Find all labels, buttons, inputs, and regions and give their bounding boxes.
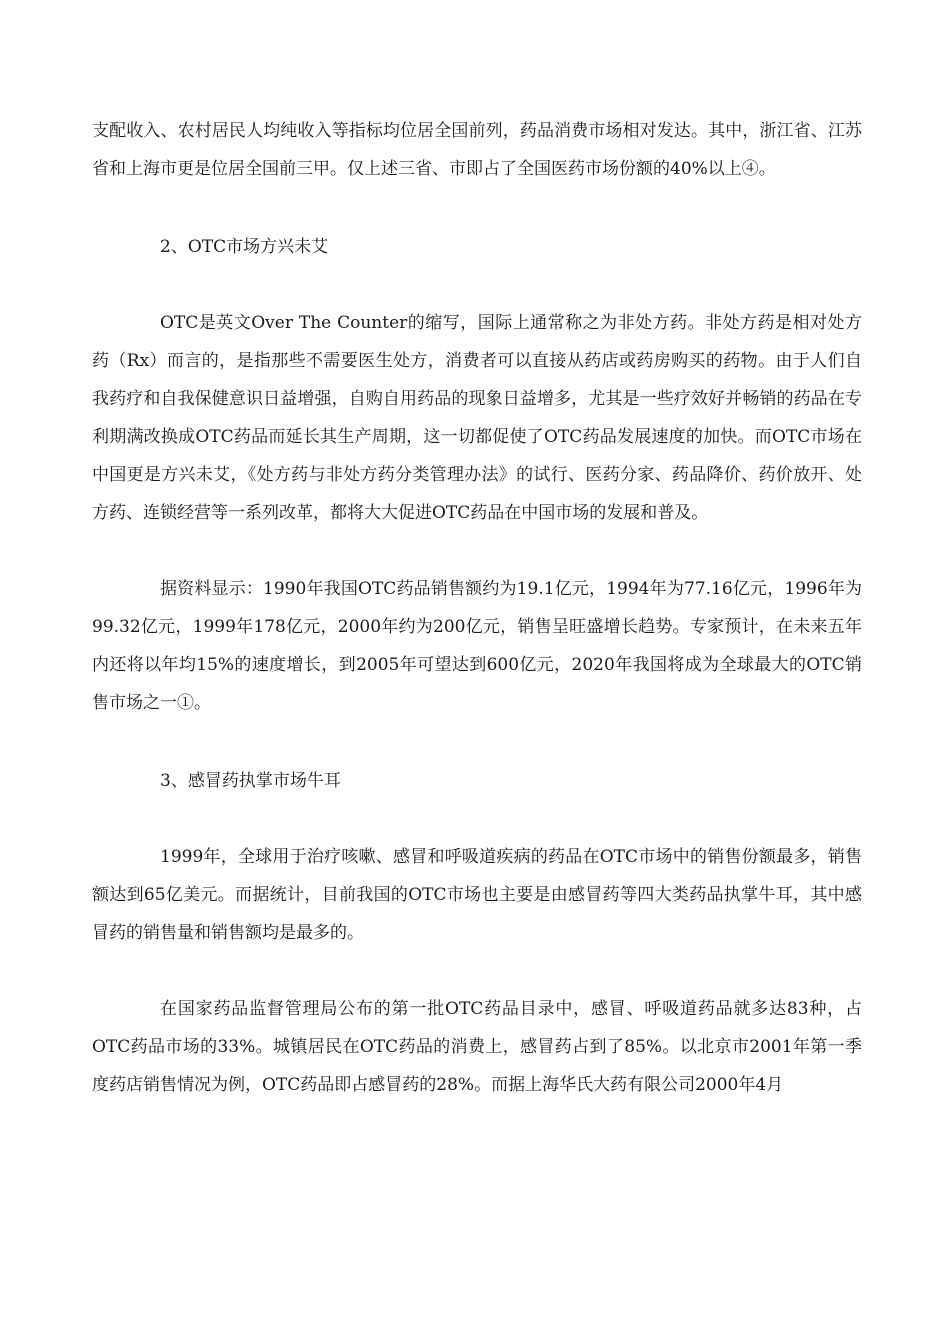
document-body [92, 112, 862, 1104]
paragraph-continued: 支配收入、农村居民人均纯收入等指标均位居全国前列，药品消费市场相对发达。其中，浙江省、江苏省和上海市更是位居全国前三甲。仅上述三省、市即占了全国医药市场份额的40%以上④。 [92, 121, 862, 179]
section-heading-cold-medicine: 3、感冒药执掌市场牛耳 [160, 771, 341, 791]
paragraph-otc-sales-data: 据资料显示：1990年我国OTC药品销售额约为19.1亿元，1994年为77.16亿元，1996年为99.32亿元，1999年178亿元，2000年约为200亿元，销售呈旺盛增长趋势。专家预计，在未来五年内还将以年均15%的速度增长，到2005年可望达到600亿元，2020年我国将成为全球最大的OTC销售市场之一①。 [92, 579, 862, 713]
paragraph-global-sales: 1999年，全球用于治疗咳嗽、感冒和呼吸道疾病的药品在OTC市场中的销售份额最多，销售额达到65亿美元。而据统计，目前我国的OTC市场也主要是由感冒药等四大类药品执掌牛耳，其中感冒药的销售量和销售额均是最多的。 [92, 847, 862, 943]
paragraph-otc-catalog: 在国家药品监督管理局公布的第一批OTC药品目录中，感冒、呼吸道药品就多达83种，占OTC药品市场的33%。城镇居民在OTC药品的消费上，感冒药占到了85%。以北京市2001年第一季度药店销售情况为例，OTC药品即占感冒药的28%。而据上海华氏大药有限公司2000年4月 [92, 999, 862, 1095]
section-heading-otc-market: 2、OTC市场方兴未艾 [160, 237, 329, 257]
paragraph-otc-definition: OTC是英文Over The Counter的缩写，国际上通常称之为非处方药。非处方药是相对处方药（Rx）而言的，是指那些不需要医生处方，消费者可以直接从药店或药房购买的药物。由于人们自我药疗和自我保健意识日益增强，自购自用药品的现象日益增多，尤其是一些疗效好并畅销的药品在专利期满改换成OTC药品而延长其生产周期，这一切都促使了OTC药品发展速度的加快。而OTC市场在中国更是方兴未艾，《处方药与非处方药分类管理办法》的试行、医药分家、药品降价、药价放开、处方药、连锁经营等一系列改革，都将大大促进OTC药品在中国市场的发展和普及。 [92, 313, 862, 523]
